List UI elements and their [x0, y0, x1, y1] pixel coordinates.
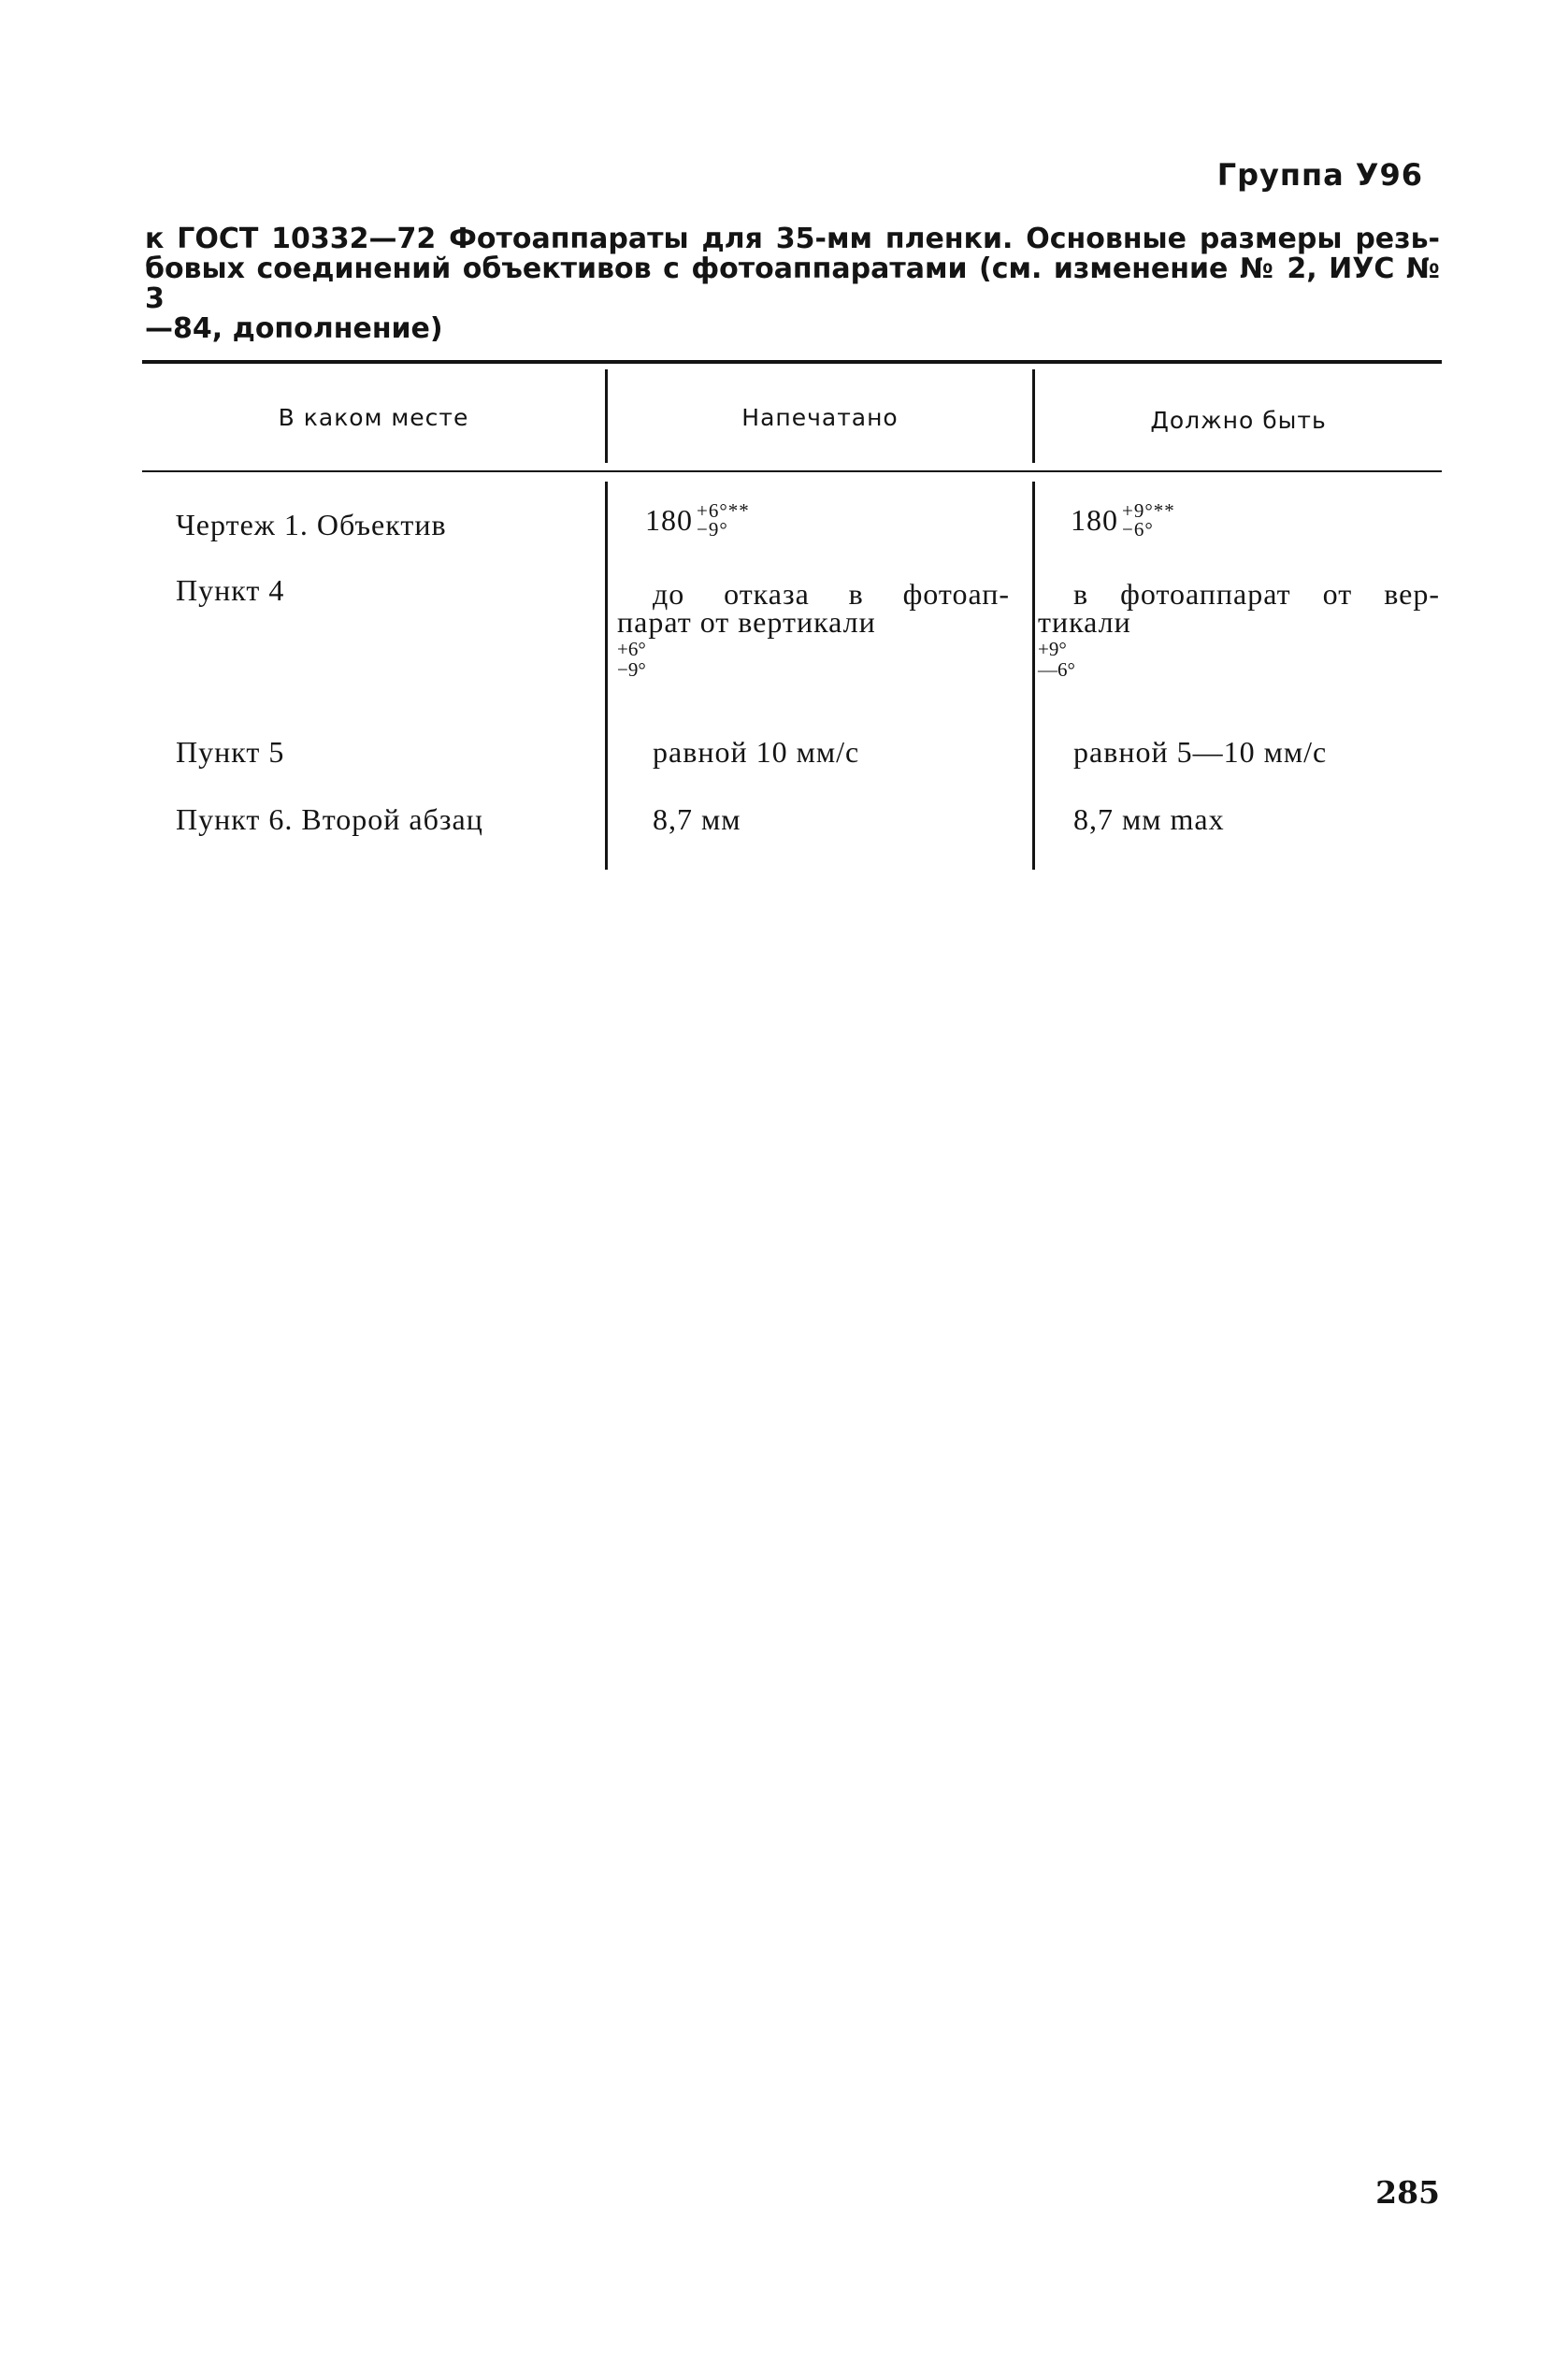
printed-cell: 8,7 мм: [653, 802, 741, 836]
amendment-title-line: бовых соединений объективов с фотоаппаратами (см. изменение № 2, ИУС № 3: [145, 252, 1440, 315]
column-header-place: В каком месте: [278, 404, 469, 431]
printed-cell: равной 10 мм/с: [653, 735, 860, 769]
amendment-title-line: —84, дополнение): [145, 312, 443, 345]
place-cell: Пункт 6. Второй абзац: [176, 802, 483, 836]
place-cell: Чертеж 1. Объектив: [176, 508, 447, 541]
angle-tolerance: [617, 639, 646, 680]
angle-value: 180: [645, 503, 693, 537]
should-be-cell: 8,7 мм max: [1073, 802, 1225, 836]
printed-line: парат от вертикали: [617, 605, 876, 639]
table-header-rule: [142, 470, 1442, 472]
tolerance-upper: +9°**: [1122, 498, 1175, 522]
amendment-title-line: к ГОСТ 10332—72 Фотоаппараты для 35-мм пленки. Основные размеры резь-: [145, 223, 1440, 255]
printed-cell: [645, 498, 750, 542]
tolerance-upper: +6°**: [697, 498, 750, 522]
group-label: Группа У96: [1216, 157, 1423, 193]
page-number: 285: [1375, 2174, 1440, 2211]
tolerance-lower: −9°: [697, 517, 728, 541]
tolerance-lower: −9°: [617, 658, 646, 681]
tolerance-upper: +9°: [1038, 638, 1067, 660]
should-be-cell: [1071, 498, 1175, 542]
should-be-cell: [1038, 577, 1440, 639]
amendment-title: [145, 224, 1440, 344]
tolerance-upper: +6°: [617, 638, 646, 660]
tolerance-lower: −6°: [1122, 517, 1154, 541]
angle-tolerance: [1038, 639, 1075, 680]
printed-line: до отказа в фотоап-: [653, 577, 1010, 611]
column-divider: [605, 482, 608, 870]
place-cell: Пункт 5: [176, 735, 285, 769]
column-header-should-be: Должно быть: [1150, 407, 1327, 434]
angle-value: 180: [1071, 503, 1118, 537]
should-be-line: в фотоаппарат от вер-: [1073, 577, 1440, 611]
angle-tolerance: [697, 498, 750, 541]
table-top-rule: [142, 360, 1442, 364]
should-be-cell: равной 5—10 мм/с: [1073, 735, 1328, 769]
printed-cell: [617, 577, 1010, 639]
place-cell: Пункт 4: [176, 573, 285, 607]
angle-tolerance: [1122, 498, 1175, 541]
should-be-line: тикали: [1038, 605, 1131, 639]
column-header-printed: Напечатано: [741, 404, 899, 431]
column-divider: [1032, 482, 1035, 870]
tolerance-lower: —6°: [1038, 658, 1075, 681]
